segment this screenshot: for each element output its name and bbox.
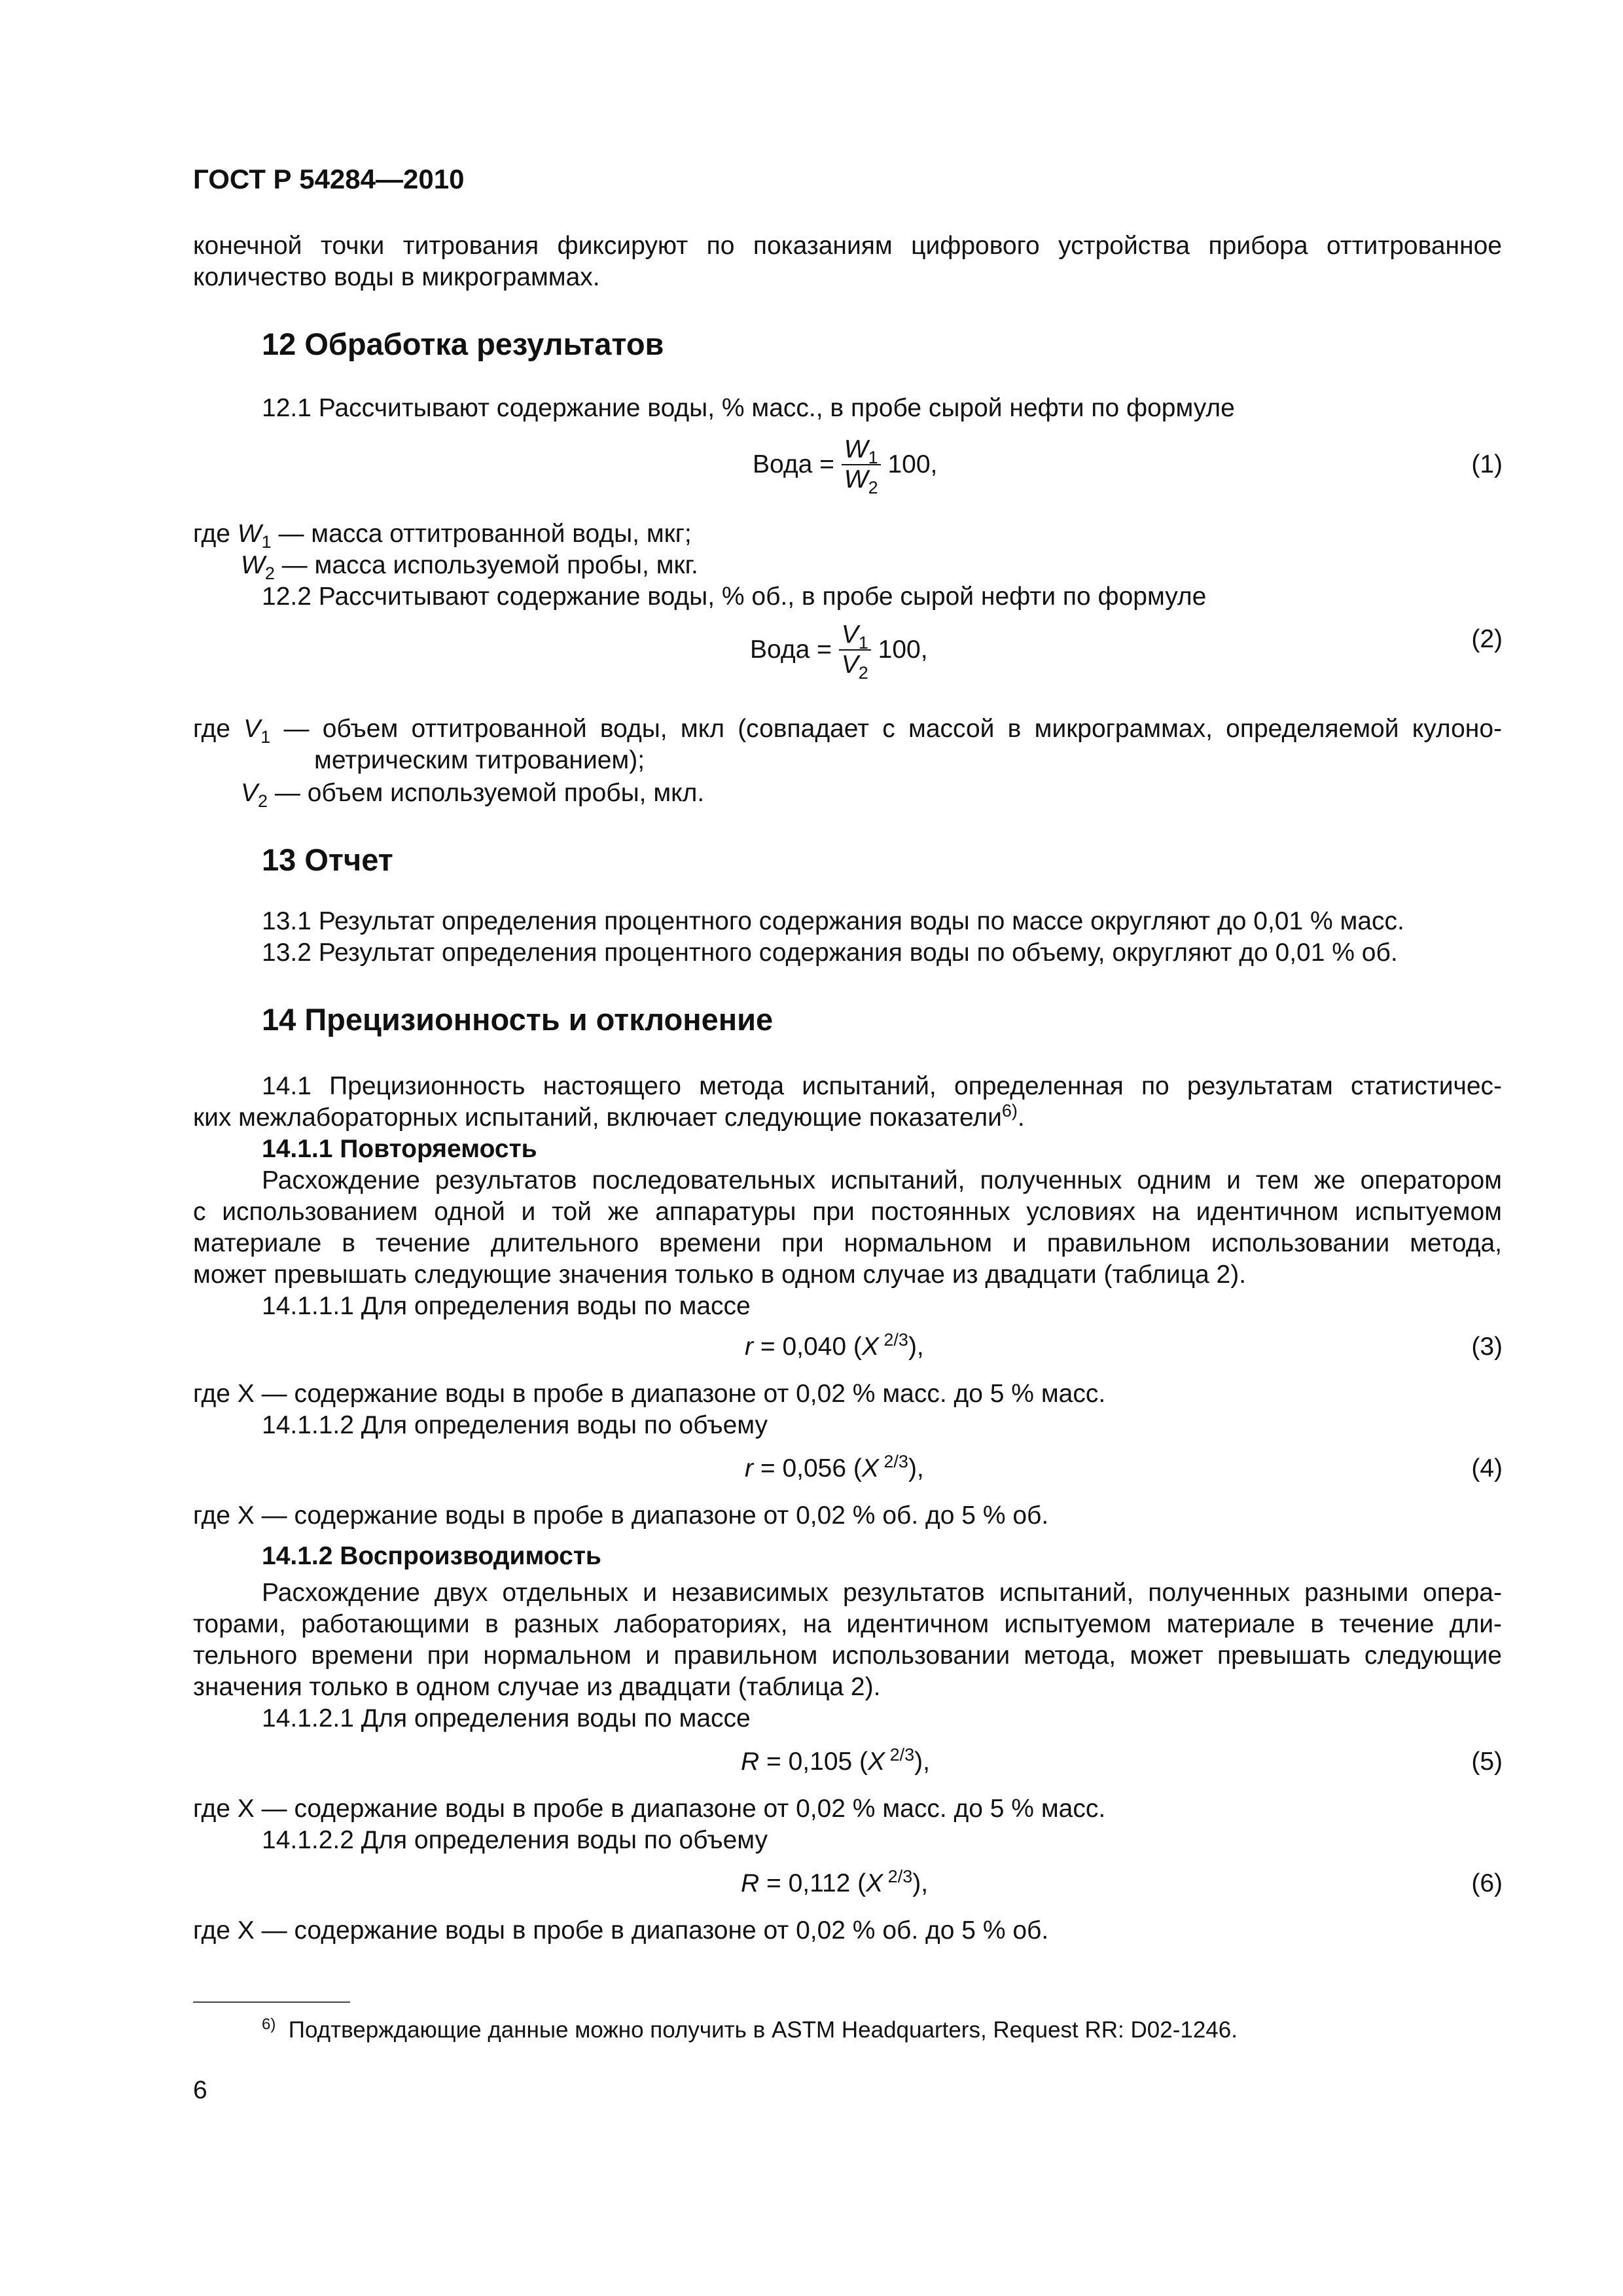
paragraph-line: конечной точки титрования фиксируют по показаниям цифрового устройства прибора оттитрованное [193,232,1502,260]
clause-14-1-cont [193,1102,1025,1134]
denominator-var: V [841,651,859,679]
paragraph-line: торами, работающими в разных лабораториях, на идентичном испытуемом материале в течение дли- [193,1610,1502,1638]
equation-exp: 2/3 [883,1867,913,1886]
paragraph-line: количество воды в микрограммах. [193,263,600,291]
clause-text: ких межлабораторных испытаний, включает следующие показатели [193,1103,1002,1132]
where-clause [241,778,704,809]
equation-body: = 0,112 ( [759,1869,866,1897]
equation-var: R [741,1748,760,1776]
numerator-var: V [841,620,859,649]
equation-lhs: Вода = [750,636,839,664]
equation-exp: 2/3 [878,1452,908,1471]
variable: W [237,520,262,548]
equation-6 [741,1869,928,1898]
footnote [262,2017,1238,2043]
footnote-mark: 6) [262,2015,276,2034]
equation-number: (3) [1471,1333,1503,1361]
equation-tail: 100, [878,636,928,664]
where-text: — объем используемой пробы, мкл. [268,779,705,807]
numerator-sub: 1 [868,447,878,467]
section-heading-14: 14 Прецизионность и отклонение [262,1002,774,1037]
subsection-heading-14-1-2: 14.1.2 Воспроизводимость [262,1542,601,1570]
document-code-header: ГОСТ Р 54284—2010 [193,164,465,194]
equation-1 [753,435,938,497]
equation-exp: 2/3 [885,1745,915,1765]
clause-14-1-2-1: 14.1.2.1 Для определения воды по массе [262,1704,751,1732]
clause-12-2: 12.2 Рассчитывают содержание воды, % об., в пробе сырой нефти по формуле [262,583,1207,611]
equation-x: X [866,1869,883,1897]
clause-12-1: 12.1 Рассчитывают содержание воды, % масс., в пробе сырой нефти по формуле [262,394,1235,422]
equation-3 [745,1330,924,1361]
equation-4 [745,1454,924,1483]
variable-sub: 2 [264,563,275,583]
equation-var: r [745,1454,753,1482]
where-clause: где X — содержание воды в пробе в диапазоне от 0,02 % об. до 5 % об. [193,1916,1049,1945]
paragraph-line: значения только в одном случае из двадцати (таблица 2). [193,1673,881,1701]
equation-tail: 100, [887,450,938,478]
paragraph-line: с использованием одной и той же аппаратуры при постоянных условиях на идентичном испытуемом [193,1198,1502,1226]
where-clause [193,518,692,550]
denominator-sub: 2 [858,662,868,683]
clause-end: . [1017,1103,1025,1132]
paragraph-line: тельного времени при нормальном и правильном использовании метода, может превышать следующие [193,1641,1502,1670]
page-number: 6 [193,2076,207,2104]
where-text: — объем оттитрованной воды, мкл (совпадает с массой в микрограммах, определяемой кулоно- [270,715,1502,743]
where-clause-continuation: метрическим титрованием); [314,746,645,774]
equation-exp: 2/3 [878,1330,908,1350]
equation-5 [741,1745,930,1776]
where-text: — масса оттитрованной воды, мкг; [271,520,692,548]
equation-number: (1) [1471,450,1503,478]
variable: W [241,551,265,579]
paragraph-line: Расхождение результатов последовательных испытаний, полученных одним и тем же оператором [262,1166,1502,1194]
where-text: — масса используемой пробы, мкг. [274,551,698,579]
where-clause [241,550,698,581]
equation-number: (2) [1471,625,1503,653]
footnote-ref[interactable]: 6) [1001,1101,1018,1121]
paragraph-line: может превышать следующие значения только в одном случае из двадцати (таблица 2). [193,1261,1247,1289]
equation-x: X [861,1333,879,1361]
equation-number: (5) [1471,1748,1503,1776]
fraction [842,435,881,497]
equation-body: = 0,040 ( [753,1333,862,1361]
clause-14-1-1-2: 14.1.1.2 Для определения воды по объему [262,1411,768,1439]
where-prefix: где [193,715,244,743]
variable-sub: 2 [258,791,268,811]
equation-var: r [745,1333,753,1361]
numerator-sub: 1 [858,632,868,653]
section-heading-12: 12 Обработка результатов [262,327,664,361]
denominator-var: W [844,465,868,493]
equation-tail: ), [908,1454,924,1482]
equation-lhs: Вода = [753,450,842,478]
variable-sub: 1 [261,531,272,552]
paragraph-line: Расхождение двух отдельных и независимых результатов испытаний, полученных разными опера- [262,1579,1502,1607]
variable-sub: 1 [260,726,271,747]
where-prefix: где [193,520,238,548]
clause-13-1: 13.1 Результат определения процентного содержания воды по массе округляют до 0,01 % масс. [262,907,1404,935]
footnote-text: Подтверждающие данные можно получить в ASTM Headquarters, Request RR: D02-1246. [288,2017,1238,2043]
equation-body: = 0,105 ( [759,1748,868,1776]
clause-13-2: 13.2 Результат определения процентного содержания воды по объему, округляют до 0,01 % об. [262,939,1398,967]
equation-number: (6) [1471,1869,1503,1897]
denominator-sub: 2 [868,477,878,497]
equation-var: R [741,1869,760,1897]
equation-tail: ), [912,1869,929,1897]
paragraph-line: материале в течение длительного времени при нормальном и правильном использовании метода, [193,1229,1502,1257]
clause-14-1: 14.1 Прецизионность настоящего метода испытаний, определенная по результатам статистичес- [262,1072,1502,1100]
section-heading-13: 13 Отчет [262,842,393,877]
equation-tail: ), [908,1333,924,1361]
footnote-divider [193,2001,350,2003]
equation-2 [750,620,928,683]
clause-14-1-2-2: 14.1.2.2 Для определения воды по объему [262,1826,768,1854]
where-clause [193,713,1502,745]
fraction [839,620,871,683]
clause-14-1-1-1: 14.1.1.1 Для определения воды по массе [262,1292,751,1320]
where-clause: где X — содержание воды в пробе в диапазоне от 0,02 % масс. до 5 % масс. [193,1380,1106,1408]
where-clause: где X — содержание воды в пробе в диапазоне от 0,02 % об. до 5 % об. [193,1501,1049,1530]
equation-x: X [861,1454,879,1482]
variable: V [241,779,259,807]
variable: V [243,715,261,743]
equation-tail: ), [914,1748,930,1776]
subsection-heading-14-1-1: 14.1.1 Повторяемость [262,1135,537,1163]
numerator-var: W [844,435,868,463]
equation-number: (4) [1471,1454,1503,1482]
equation-x: X [868,1748,885,1776]
equation-body: = 0,056 ( [753,1454,862,1482]
where-clause: где X — содержание воды в пробе в диапазоне от 0,02 % масс. до 5 % масс. [193,1795,1106,1823]
